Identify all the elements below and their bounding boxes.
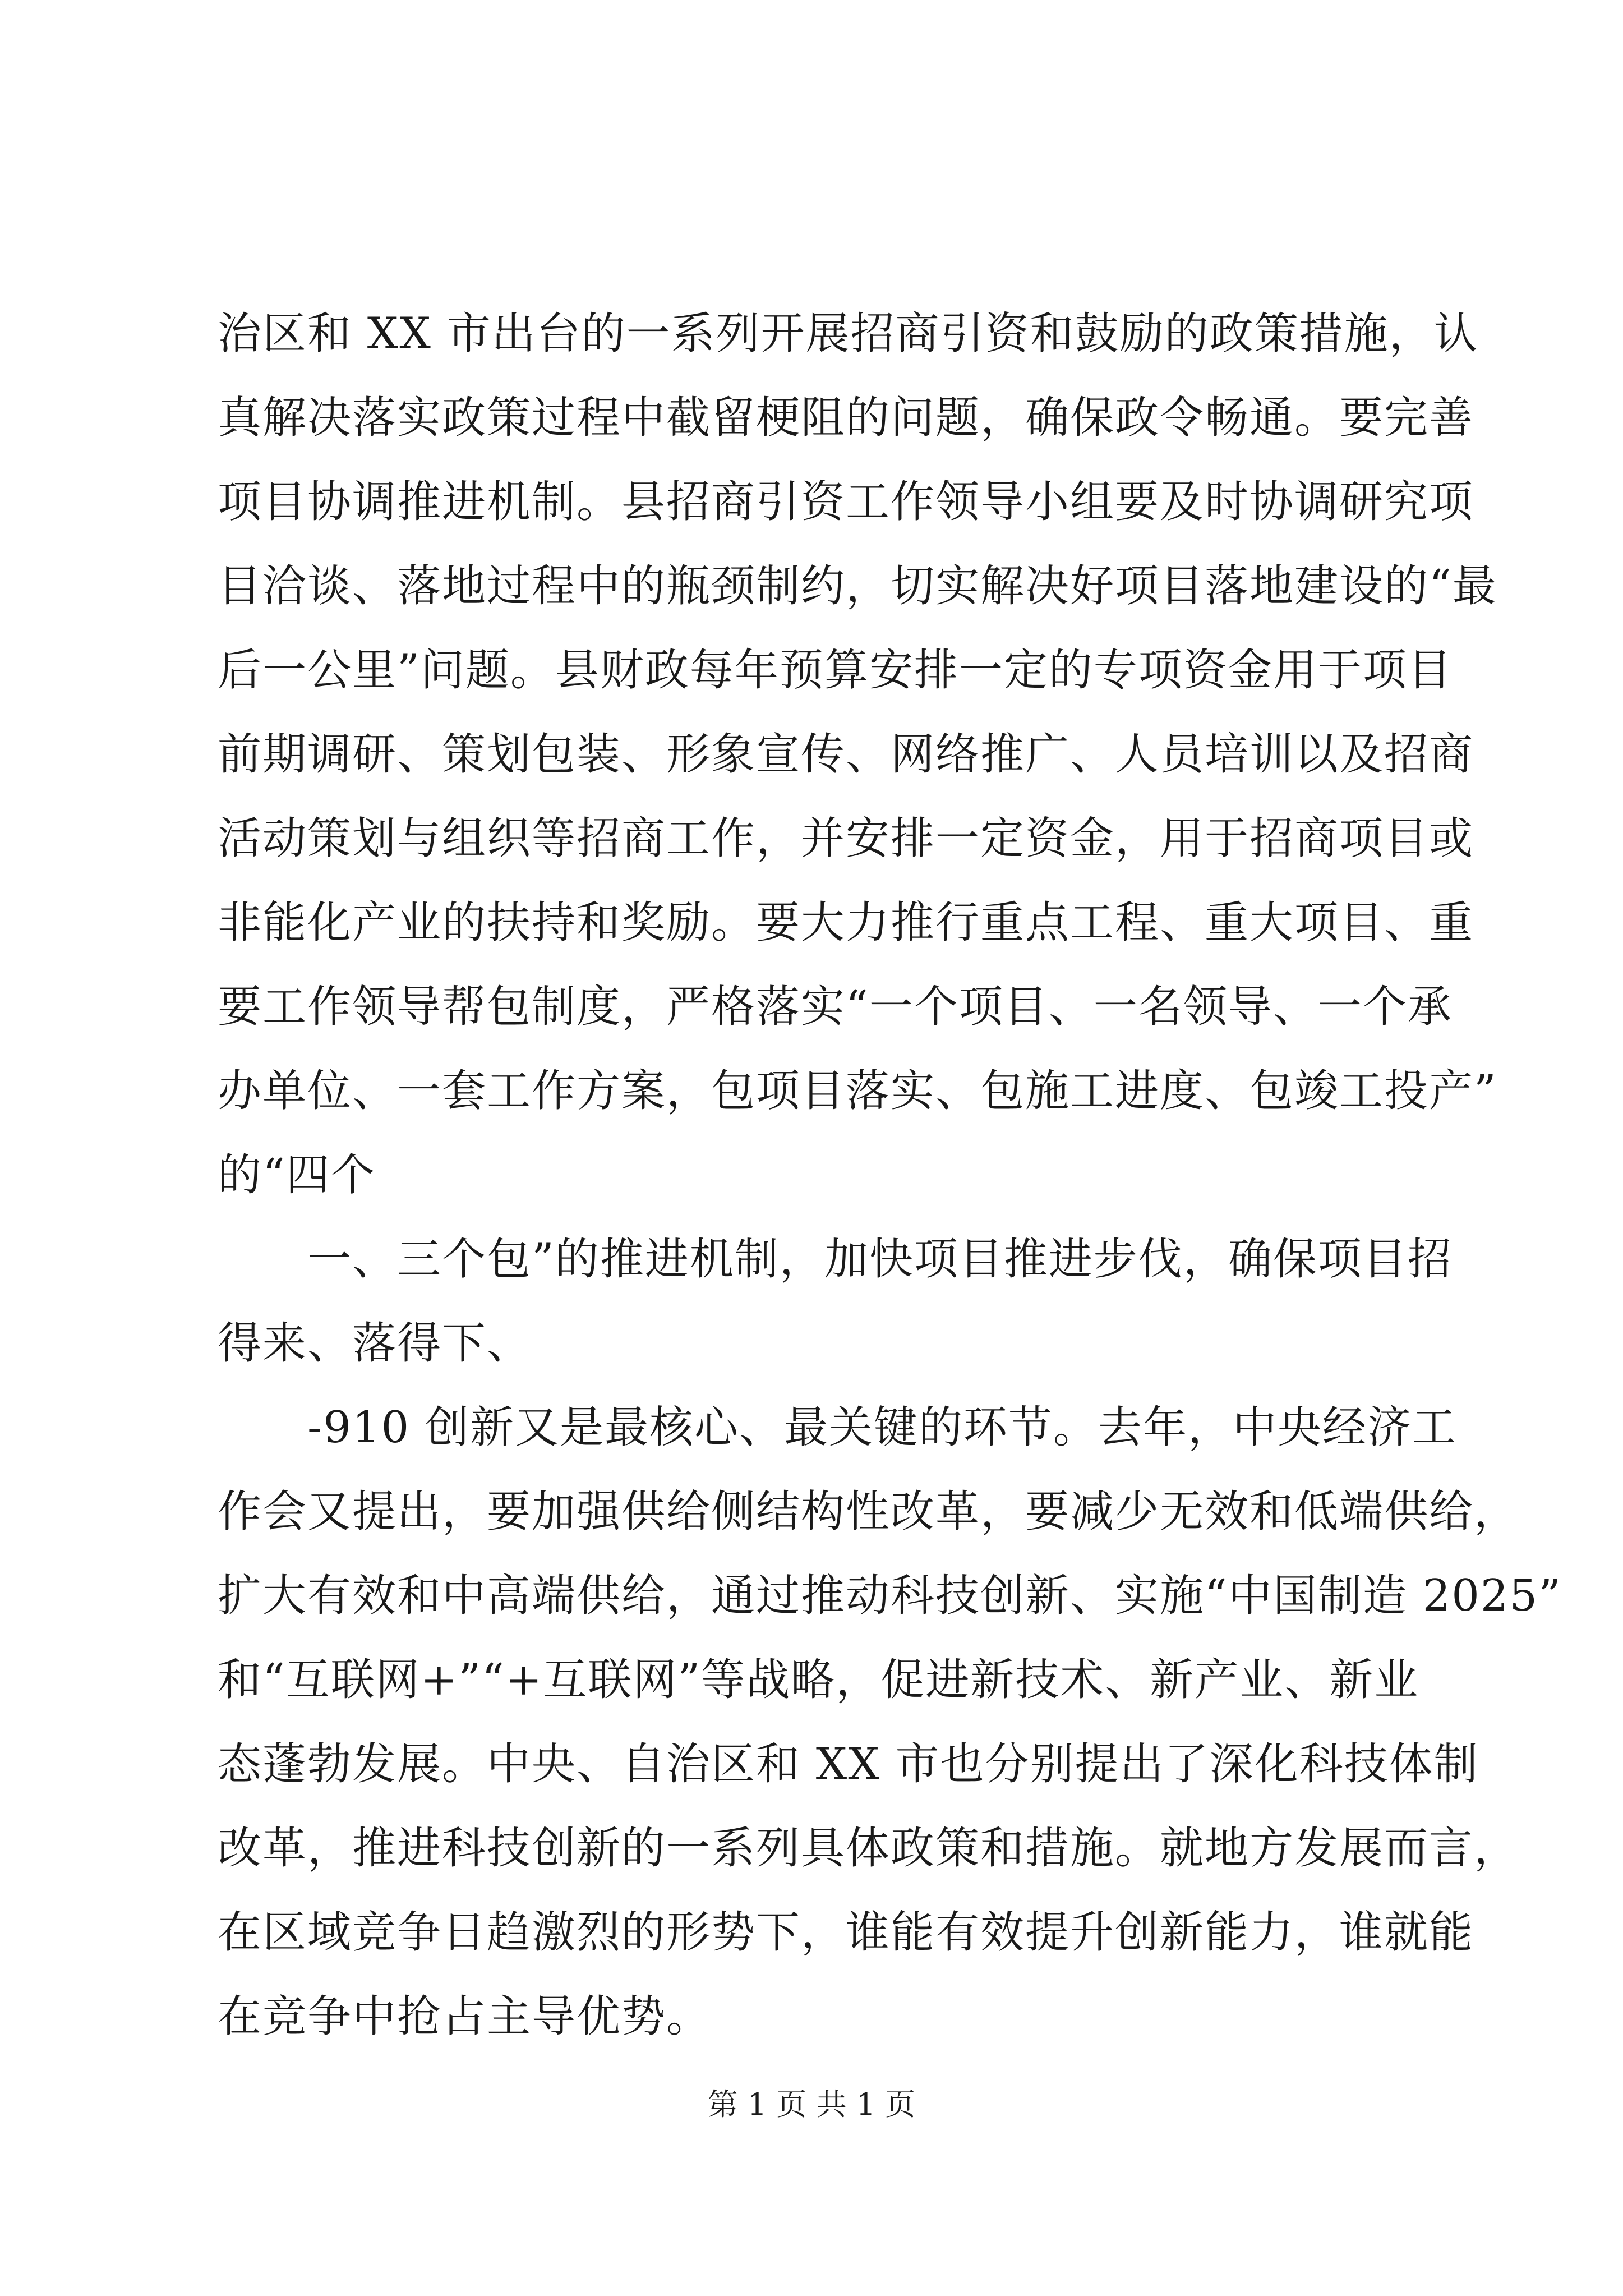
text-line: 非能化产业的扶持和奖励。要大力推行重点工程、重大项目、重 [218,898,1474,948]
document-body [218,292,1562,2059]
text-line: 在竞争中抢占主导优势。 [218,1991,712,2042]
text-line: 作会又提出，要加强供给侧结构性改革，要减少无效和低端供给， [218,1487,1519,1537]
paragraph-2 [218,1217,1453,1386]
text-line: 态蓬勃发展。中央、自治区和 XX 市也分别提出了深化科技体制 [218,1739,1479,1789]
text-line: 后一公里”问题。县财政每年预算安排一定的专项资金用于项目 [218,645,1453,696]
paragraph-3 [218,1386,1562,2059]
text-line: 和“互联网+”“+互联网”等战略，促进新技术、新产业、新业 [218,1655,1419,1705]
text-line: 一、三个包”的推进机制，加快项目推进步伐，确保项目招 [307,1234,1453,1285]
text-line: -910 创新又是最核心、最关键的环节。去年，中央经济工 [307,1402,1458,1453]
text-line: 扩大有效和中高端供给，通过推动科技创新、实施“中国制造 2025” [218,1571,1562,1621]
text-line: 改革，推进科技创新的一系列具体政策和措施。就地方发展而言， [218,1823,1519,1874]
text-line: 在区域竞争日趋激烈的形势下，谁能有效提升创新能力，谁就能 [218,1907,1474,1958]
text-line: 办单位、一套工作方案，包项目落实、包施工进度、包竣工投产” [218,1066,1497,1116]
text-line: 目洽谈、落地过程中的瓶颈制约，切实解决好项目落地建设的“最 [218,561,1497,611]
text-line: 得来、落得下、 [218,1318,532,1369]
text-line: 治区和 XX 市出台的一系列开展招商引资和鼓励的政策措施，认 [218,309,1479,359]
text-line: 项目协调推进机制。县招商引资工作领导小组要及时协调研究项 [218,477,1474,527]
page-number-footer: 第 1 页 共 1 页 [707,2087,916,2122]
text-line: 真解决落实政策过程中截留梗阻的问题，确保政令畅通。要完善 [218,393,1474,443]
text-line: 的“四个 [218,1150,376,1200]
paragraph-1 [218,292,1497,1217]
text-line: 要工作领导帮包制度，严格落实“一个项目、一名领导、一个承 [218,982,1453,1032]
text-line: 活动策划与组织等招商工作，并安排一定资金，用于招商项目或 [218,813,1474,864]
text-line: 前期调研、策划包装、形象宣传、网络推广、人员培训以及招商 [218,729,1474,780]
